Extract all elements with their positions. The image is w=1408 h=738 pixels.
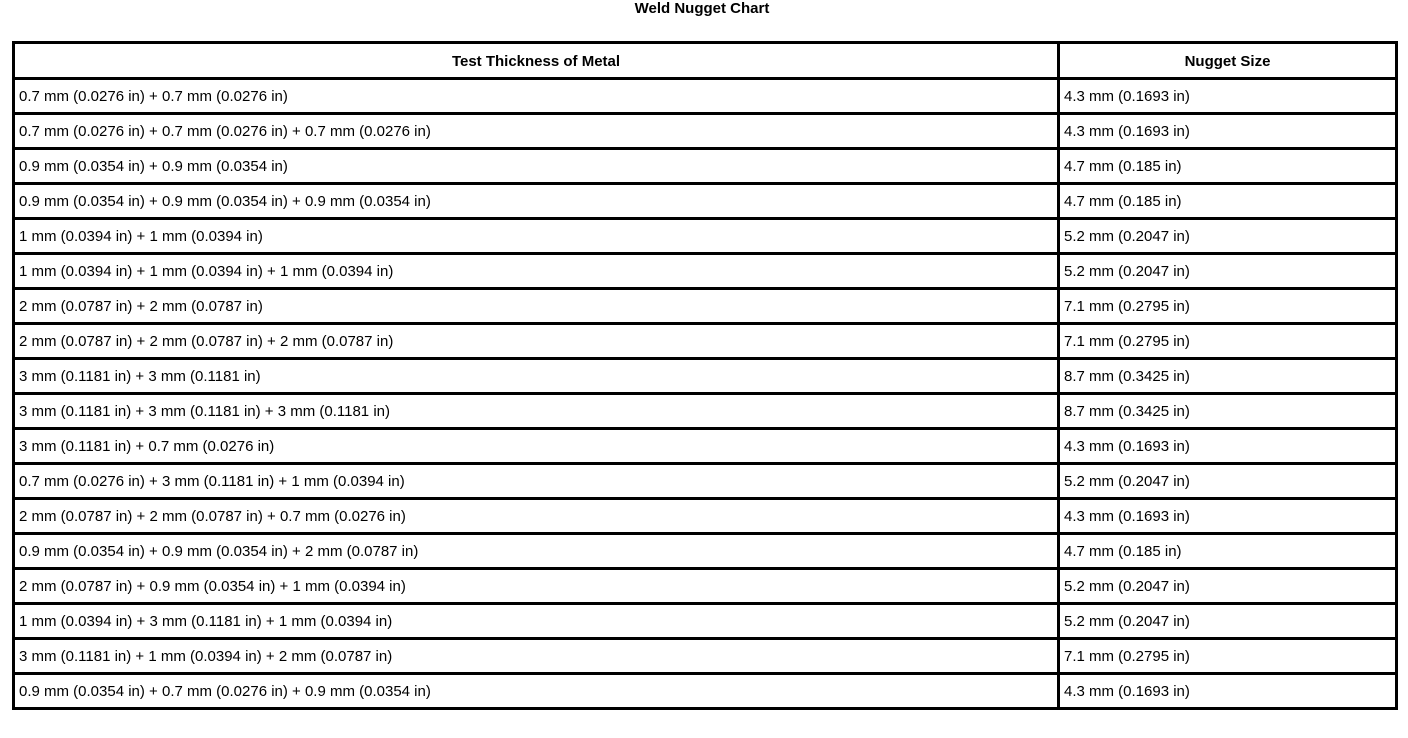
nugget-size-cell: 8.7 mm (0.3425 in) xyxy=(1059,359,1397,394)
table-row xyxy=(14,219,1397,254)
table-row xyxy=(14,604,1397,639)
table-body xyxy=(14,79,1397,709)
table-row xyxy=(14,254,1397,289)
table-row xyxy=(14,359,1397,394)
nugget-size-cell: 5.2 mm (0.2047 in) xyxy=(1059,604,1397,639)
thickness-cell: 3 mm (0.1181 in) + 1 mm (0.0394 in) + 2 mm (0.0787 in) xyxy=(14,639,1059,674)
thickness-cell: 0.7 mm (0.0276 in) + 0.7 mm (0.0276 in) + 0.7 mm (0.0276 in) xyxy=(14,114,1059,149)
column-header-thickness: Test Thickness of Metal xyxy=(14,43,1059,79)
thickness-cell: 0.7 mm (0.0276 in) + 3 mm (0.1181 in) + 1 mm (0.0394 in) xyxy=(14,464,1059,499)
thickness-cell: 2 mm (0.0787 in) + 0.9 mm (0.0354 in) + 1 mm (0.0394 in) xyxy=(14,569,1059,604)
table-row xyxy=(14,184,1397,219)
thickness-cell: 0.9 mm (0.0354 in) + 0.9 mm (0.0354 in) xyxy=(14,149,1059,184)
table-row xyxy=(14,499,1397,534)
nugget-size-cell: 4.3 mm (0.1693 in) xyxy=(1059,499,1397,534)
nugget-size-cell: 4.7 mm (0.185 in) xyxy=(1059,184,1397,219)
nugget-size-cell: 4.7 mm (0.185 in) xyxy=(1059,534,1397,569)
column-header-nugget-size: Nugget Size xyxy=(1059,43,1397,79)
thickness-cell: 1 mm (0.0394 in) + 1 mm (0.0394 in) xyxy=(14,219,1059,254)
table-row xyxy=(14,114,1397,149)
chart-title: Weld Nugget Chart xyxy=(634,0,770,17)
table-row xyxy=(14,674,1397,709)
thickness-cell: 3 mm (0.1181 in) + 3 mm (0.1181 in) xyxy=(14,359,1059,394)
nugget-size-cell: 4.3 mm (0.1693 in) xyxy=(1059,114,1397,149)
nugget-size-cell: 7.1 mm (0.2795 in) xyxy=(1059,289,1397,324)
nugget-size-cell: 7.1 mm (0.2795 in) xyxy=(1059,324,1397,359)
table-row xyxy=(14,464,1397,499)
nugget-size-cell: 4.3 mm (0.1693 in) xyxy=(1059,79,1397,114)
nugget-size-cell: 5.2 mm (0.2047 in) xyxy=(1059,219,1397,254)
thickness-cell: 1 mm (0.0394 in) + 1 mm (0.0394 in) + 1 mm (0.0394 in) xyxy=(14,254,1059,289)
thickness-cell: 0.9 mm (0.0354 in) + 0.9 mm (0.0354 in) + 2 mm (0.0787 in) xyxy=(14,534,1059,569)
table-row xyxy=(14,429,1397,464)
nugget-size-cell: 8.7 mm (0.3425 in) xyxy=(1059,394,1397,429)
table-row xyxy=(14,569,1397,604)
thickness-cell: 2 mm (0.0787 in) + 2 mm (0.0787 in) + 0.7 mm (0.0276 in) xyxy=(14,499,1059,534)
nugget-size-cell: 4.3 mm (0.1693 in) xyxy=(1059,429,1397,464)
nugget-size-cell: 5.2 mm (0.2047 in) xyxy=(1059,254,1397,289)
nugget-size-cell: 5.2 mm (0.2047 in) xyxy=(1059,569,1397,604)
table-row xyxy=(14,324,1397,359)
thickness-cell: 2 mm (0.0787 in) + 2 mm (0.0787 in) + 2 mm (0.0787 in) xyxy=(14,324,1059,359)
table-row xyxy=(14,639,1397,674)
nugget-size-cell: 4.7 mm (0.185 in) xyxy=(1059,149,1397,184)
thickness-cell: 2 mm (0.0787 in) + 2 mm (0.0787 in) xyxy=(14,289,1059,324)
table-row xyxy=(14,79,1397,114)
table-row xyxy=(14,289,1397,324)
nugget-size-cell: 4.3 mm (0.1693 in) xyxy=(1059,674,1397,709)
table-row xyxy=(14,534,1397,569)
thickness-cell: 0.9 mm (0.0354 in) + 0.7 mm (0.0276 in) + 0.9 mm (0.0354 in) xyxy=(14,674,1059,709)
table-row xyxy=(14,394,1397,429)
thickness-cell: 1 mm (0.0394 in) + 3 mm (0.1181 in) + 1 mm (0.0394 in) xyxy=(14,604,1059,639)
thickness-cell: 0.9 mm (0.0354 in) + 0.9 mm (0.0354 in) + 0.9 mm (0.0354 in) xyxy=(14,184,1059,219)
table-row xyxy=(14,149,1397,184)
thickness-cell: 3 mm (0.1181 in) + 0.7 mm (0.0276 in) xyxy=(14,429,1059,464)
thickness-cell: 3 mm (0.1181 in) + 3 mm (0.1181 in) + 3 mm (0.1181 in) xyxy=(14,394,1059,429)
nugget-size-cell: 5.2 mm (0.2047 in) xyxy=(1059,464,1397,499)
table-header-row xyxy=(14,43,1397,79)
nugget-size-cell: 7.1 mm (0.2795 in) xyxy=(1059,639,1397,674)
thickness-cell: 0.7 mm (0.0276 in) + 0.7 mm (0.0276 in) xyxy=(14,79,1059,114)
weld-nugget-table xyxy=(12,41,1398,710)
